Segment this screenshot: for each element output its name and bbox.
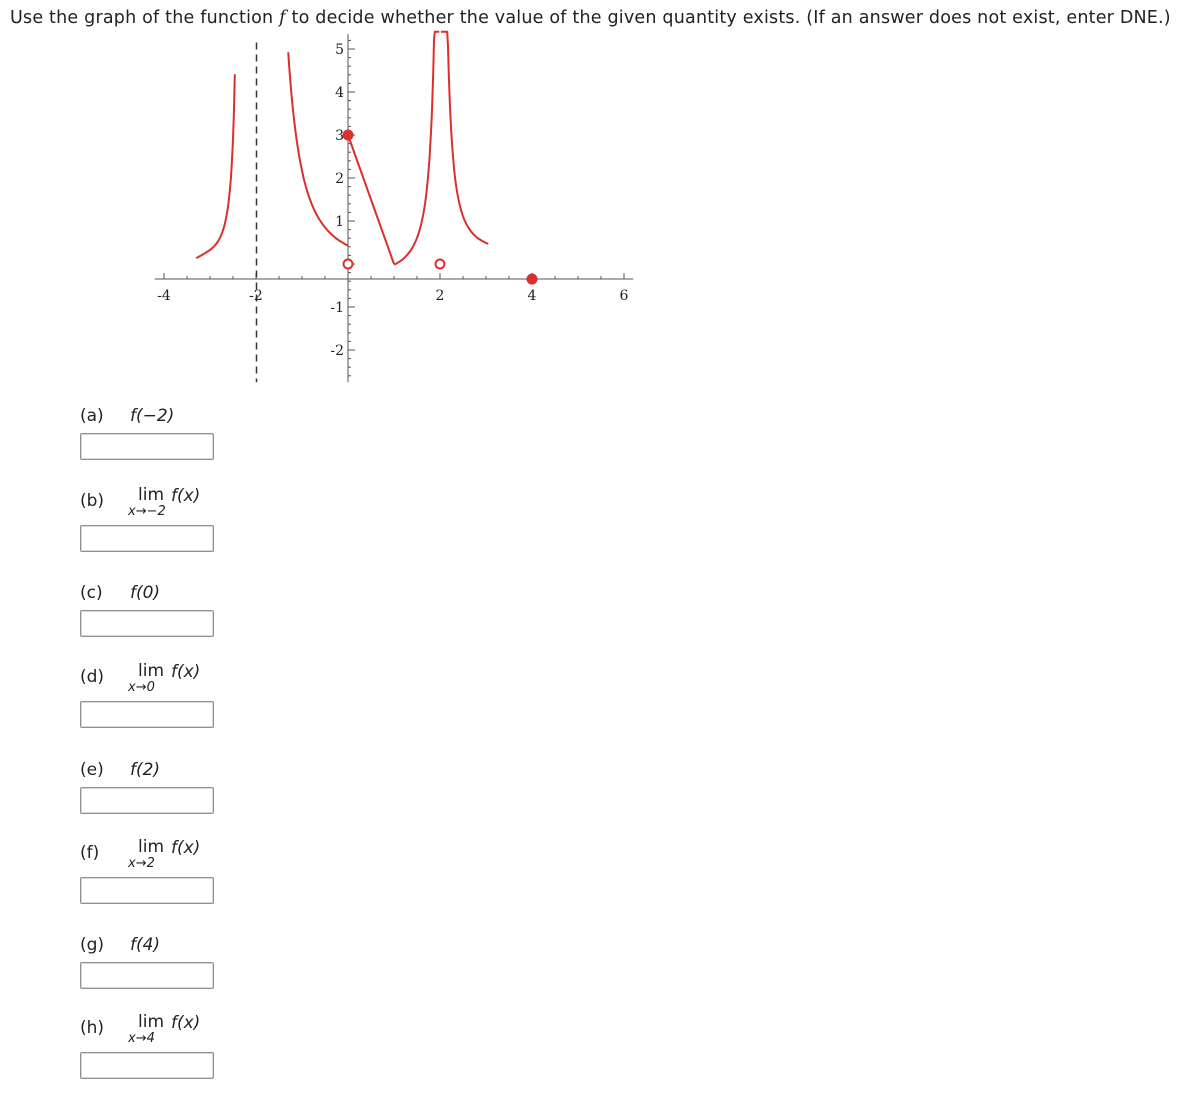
- open-point: [436, 260, 445, 269]
- limit-subscript: x→−2: [128, 504, 166, 519]
- graph-curves: [196, 32, 537, 382]
- lim-word: lim: [138, 1012, 165, 1032]
- x-tick-label: 6: [619, 288, 629, 305]
- y-tick-label: -2: [330, 343, 344, 359]
- y-tick-label: 4: [335, 85, 344, 101]
- lim-word: lim: [138, 661, 165, 681]
- question-expression: f(2): [130, 760, 161, 780]
- question-letter: (f): [80, 843, 100, 863]
- limit-function: f(x): [171, 1013, 201, 1033]
- question-letter: (c): [80, 583, 103, 603]
- instructions-text-end: to decide whether the value of the given quantity exists. (If an answer does not exist, enter DNE.): [285, 8, 1171, 28]
- line-segment: [348, 135, 394, 264]
- answer-input-g[interactable]: [80, 962, 214, 989]
- y-tick-label: 2: [335, 171, 344, 187]
- question-letter: (b): [80, 491, 105, 511]
- question-letter: (a): [80, 406, 104, 426]
- answer-input-c[interactable]: [80, 610, 214, 637]
- function-graph: [0, 0, 700, 400]
- x-tick-label: -2: [249, 288, 263, 305]
- function-name: f: [279, 8, 286, 28]
- y-tick-label: -1: [330, 300, 344, 316]
- limit-function: f(x): [171, 486, 201, 506]
- limit-function: f(x): [171, 662, 201, 682]
- graph-axes: [155, 34, 633, 382]
- answer-input-h[interactable]: [80, 1052, 214, 1079]
- answer-input-d[interactable]: [80, 701, 214, 728]
- answer-input-f[interactable]: [80, 877, 214, 904]
- y-tick-label: 5: [335, 42, 344, 58]
- limit-subscript: x→4: [128, 1031, 155, 1046]
- question-expression: f(4): [130, 935, 161, 955]
- curve-right-branch: [441, 32, 488, 244]
- x-tick-label: 2: [435, 288, 445, 305]
- answer-input-b[interactable]: [80, 525, 214, 552]
- answer-input-e[interactable]: [80, 787, 214, 814]
- question-letter: (e): [80, 760, 104, 780]
- y-tick-label: 3: [335, 128, 344, 144]
- x-tick-label: 4: [527, 288, 537, 305]
- curve-left-branch: [196, 74, 235, 258]
- open-point: [344, 260, 353, 269]
- question-expression: f(−2): [130, 406, 175, 426]
- lim-word: lim: [138, 837, 165, 857]
- x-tick-label: -4: [157, 288, 171, 305]
- limit-subscript: x→2: [128, 856, 155, 871]
- y-tick-label: 1: [335, 214, 344, 230]
- question-letter: (d): [80, 667, 105, 687]
- limit-subscript: x→0: [128, 680, 155, 695]
- question-letter: (h): [80, 1018, 105, 1038]
- curve-right-u-branch: [394, 32, 439, 265]
- limit-function: f(x): [171, 838, 201, 858]
- answer-input-a[interactable]: [80, 433, 214, 460]
- closed-point: [343, 130, 353, 140]
- lim-word: lim: [138, 485, 165, 505]
- closed-point: [527, 274, 537, 284]
- question-letter: (g): [80, 935, 105, 955]
- instructions-text: Use the graph of the function: [10, 8, 280, 28]
- question-expression: f(0): [130, 583, 161, 603]
